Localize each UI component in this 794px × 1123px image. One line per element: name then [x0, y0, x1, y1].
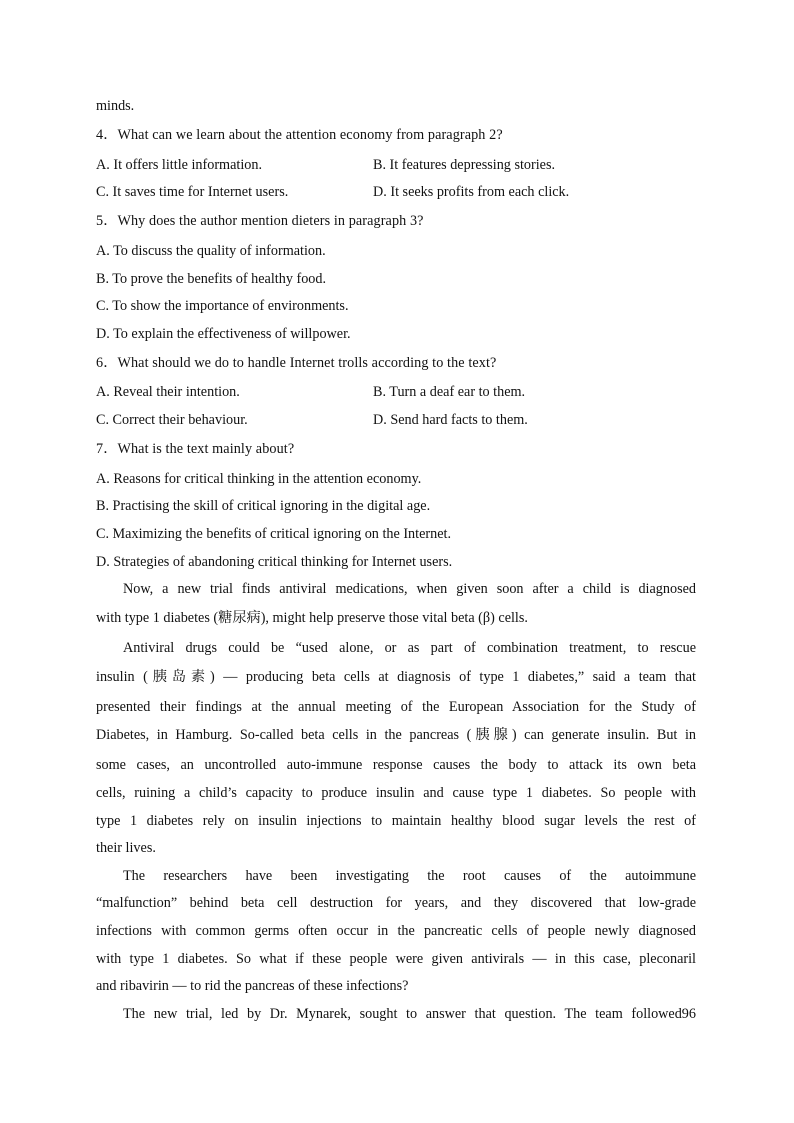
question-4-option-c: C. It saves time for Internet users. [96, 184, 289, 200]
passage-line: with type 1 diabetes. So what if these people were given antivirals — in this case, pleconaril [96, 951, 696, 967]
question-4-stem: 4．What can we learn about the attention economy from paragraph 2? [96, 127, 503, 143]
passage-line: presented their findings at the annual meeting of the European Association for the Study of [96, 699, 696, 715]
passage-line: their lives. [96, 840, 156, 856]
passage-line: insulin (胰岛素) — producing beta cells at diagnosis of type 1 diabetes,” said a team that [96, 669, 696, 685]
question-6-stem: 6．What should we do to handle Internet trolls according to the text? [96, 355, 497, 371]
question-6-option-c: C. Correct their behaviour. [96, 412, 248, 428]
question-6-option-d: D. Send hard facts to them. [373, 412, 528, 428]
question-7-option-a: A. Reasons for critical thinking in the attention economy. [96, 471, 422, 487]
question-5-stem: 5．Why does the author mention dieters in paragraph 3? [96, 213, 424, 229]
passage-line: Now, a new trial finds antiviral medications, when given soon after a child is diagnosed [123, 581, 696, 597]
passage-line: cells, ruining a child’s capacity to produce insulin and cause type 1 diabetes. So people with [96, 785, 696, 801]
passage-line: Antiviral drugs could be “used alone, or as part of combination treatment, to rescue [123, 640, 696, 656]
passage-line: some cases, an uncontrolled auto-immune response causes the body to attack its own beta [96, 757, 696, 773]
passage-line: infections with common germs often occur in the pancreatic cells of people newly diagnosed [96, 923, 696, 939]
passage-line: The new trial, led by Dr. Mynarek, sought to answer that question. The team followed96 [123, 1006, 696, 1022]
question-5-option-c: C. To show the importance of environments. [96, 298, 349, 314]
passage-line: “malfunction” behind beta cell destruction for years, and they discovered that low-grade [96, 895, 696, 911]
passage-line: Diabetes, in Hamburg. So-called beta cells in the pancreas (胰腺) can generate insulin. But in [96, 727, 696, 743]
question-6-option-a: A. Reveal their intention. [96, 384, 240, 400]
passage-line: and ribavirin — to rid the pancreas of these infections? [96, 978, 409, 994]
question-5-option-b: B. To prove the benefits of healthy food. [96, 271, 327, 287]
question-7-option-c: C. Maximizing the benefits of critical ignoring on the Internet. [96, 526, 451, 542]
question-7-option-b: B. Practising the skill of critical ignoring in the digital age. [96, 498, 431, 514]
question-4-option-b: B. It features depressing stories. [373, 157, 556, 173]
question-7-stem: 7．What is the text mainly about? [96, 441, 295, 457]
passage-line: with type 1 diabetes (糖尿病), might help preserve those vital beta (β) cells. [96, 610, 528, 626]
lead-in-text: minds. [96, 98, 135, 114]
question-4-option-a: A. It offers little information. [96, 157, 263, 173]
passage-line: type 1 diabetes rely on insulin injections to maintain healthy blood sugar levels the rest of [96, 813, 696, 829]
question-5-option-d: D. To explain the effectiveness of willpower. [96, 326, 351, 342]
passage-line: The researchers have been investigating the root causes of the autoimmune [123, 868, 696, 884]
question-7-option-d: D. Strategies of abandoning critical thinking for Internet users. [96, 554, 453, 570]
question-4-option-d: D. It seeks profits from each click. [373, 184, 570, 200]
question-5-option-a: A. To discuss the quality of information. [96, 243, 326, 259]
question-6-option-b: B. Turn a deaf ear to them. [373, 384, 526, 400]
